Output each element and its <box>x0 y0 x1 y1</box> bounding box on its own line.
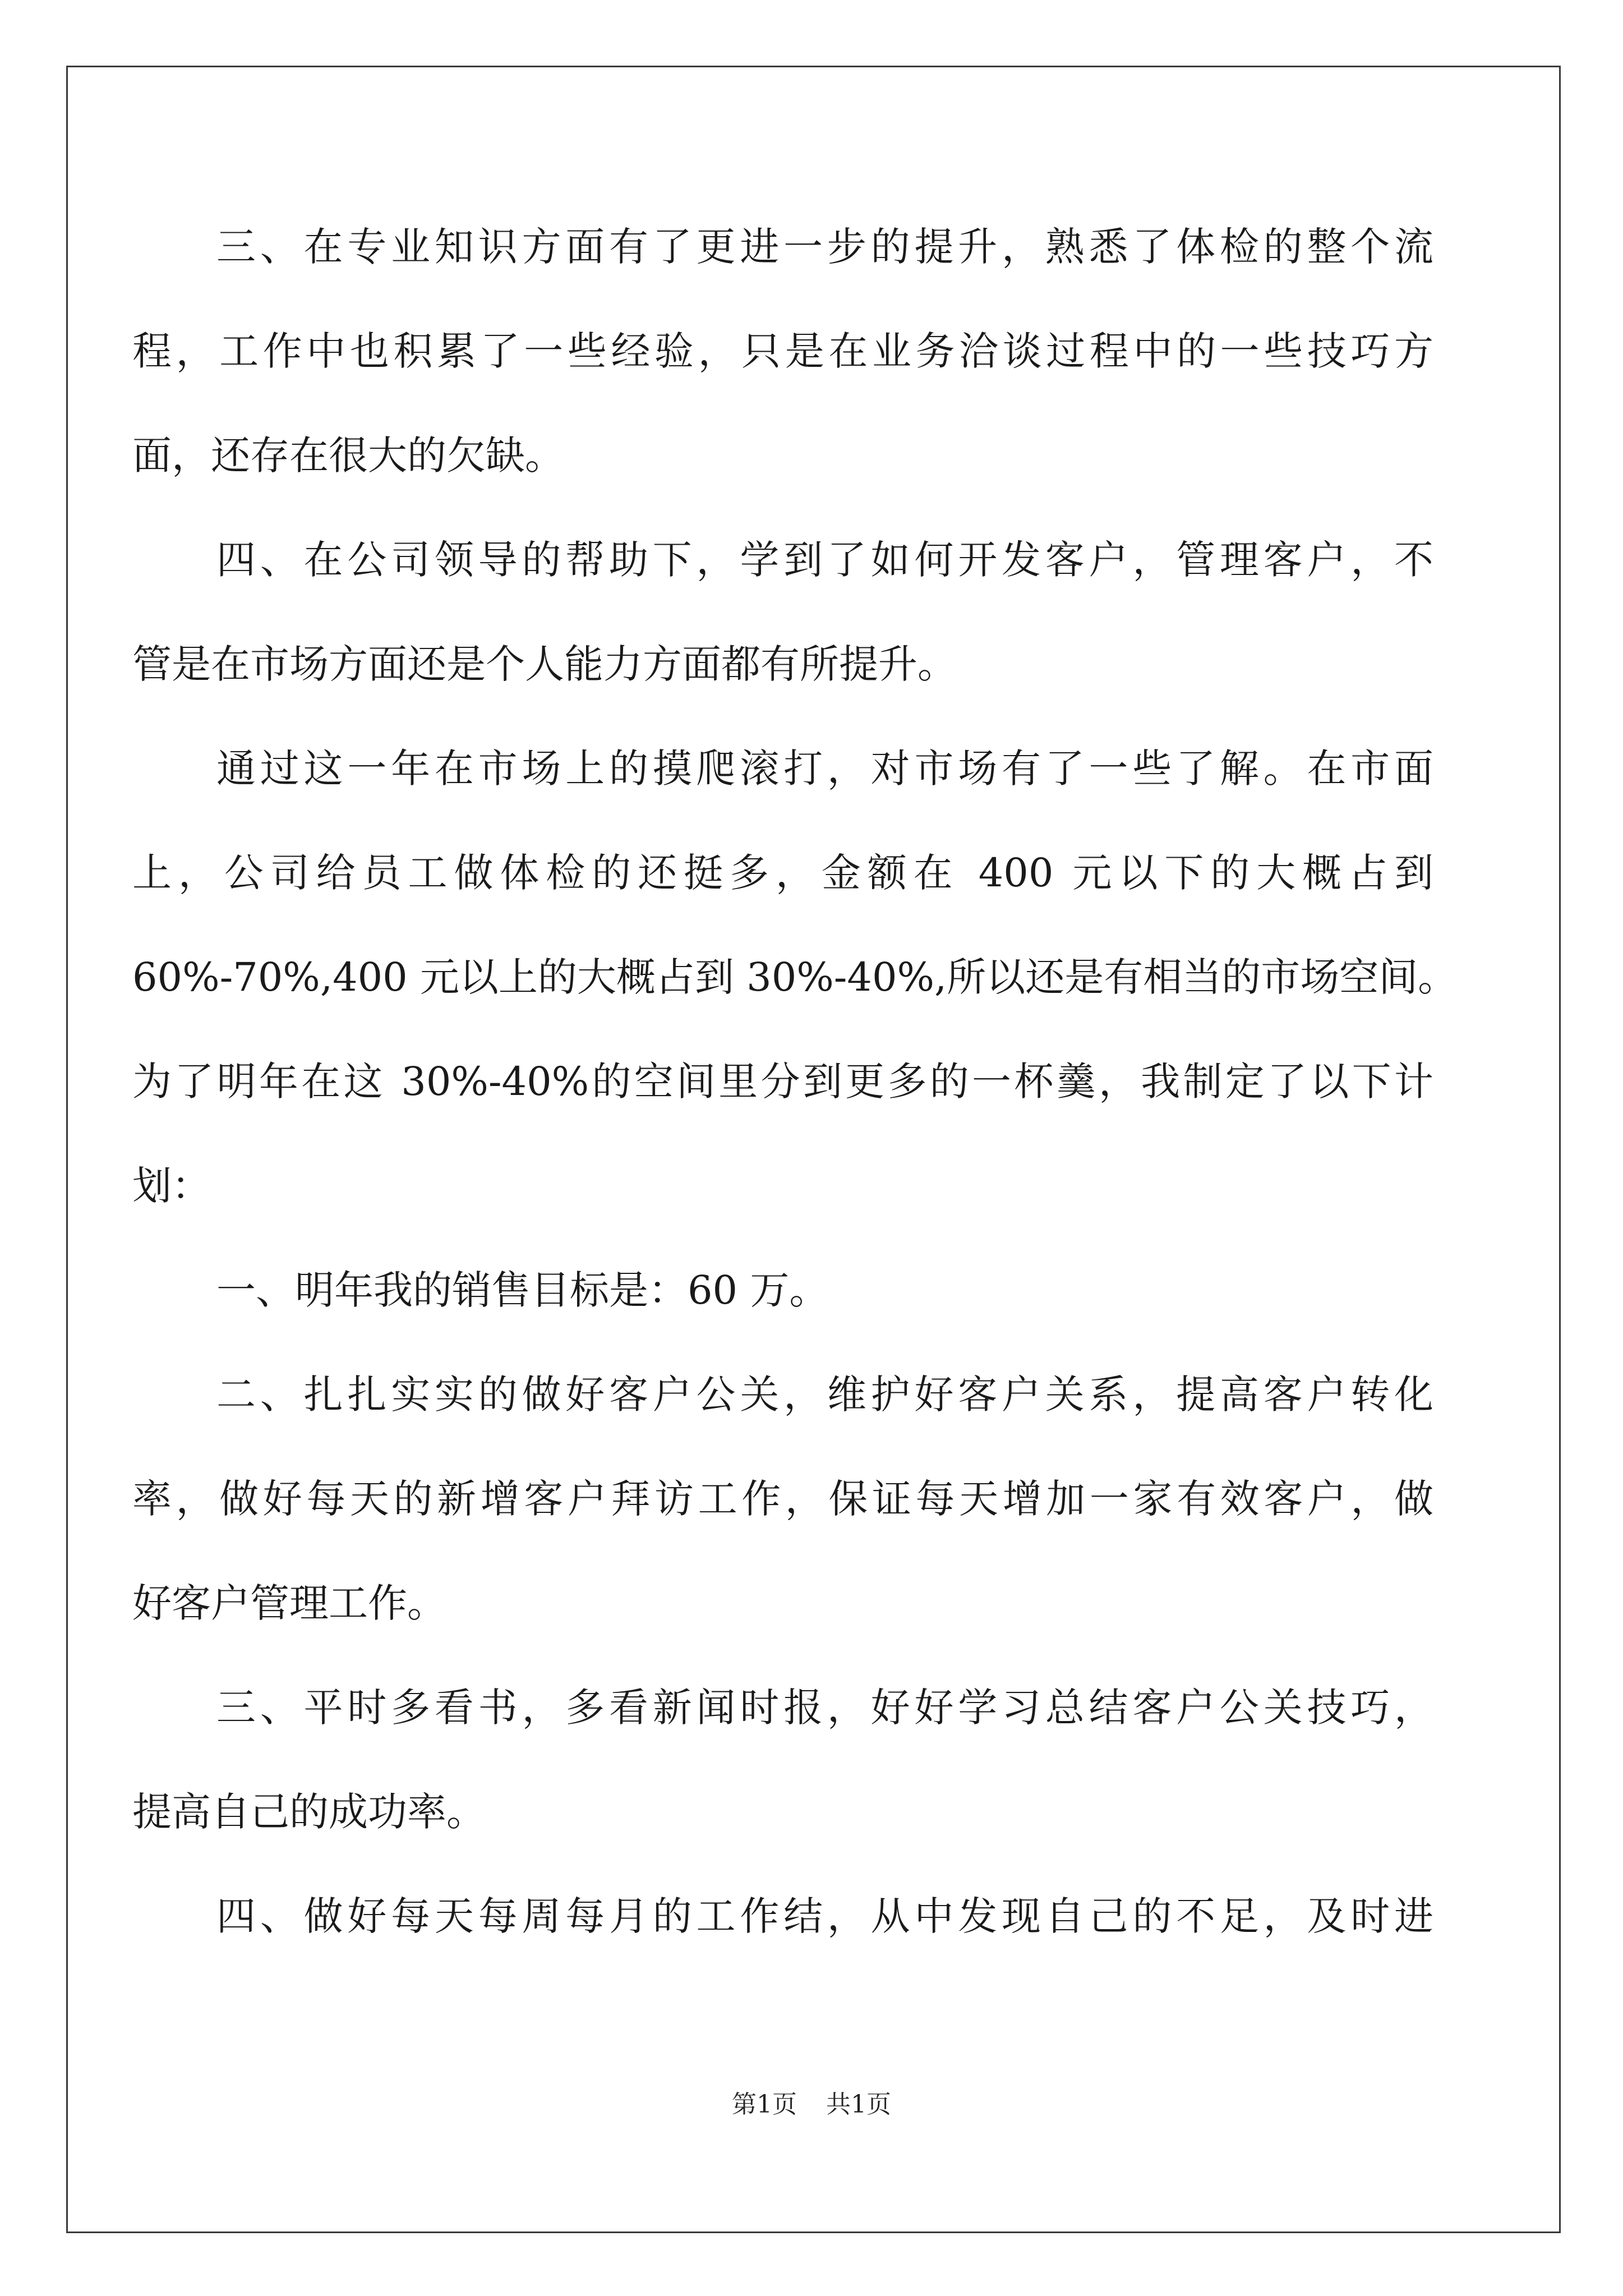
text-line: 四、在公司领导的帮助下，学到了如何开发客户，管理客户，不 <box>216 537 1433 583</box>
text-line: 为了明年在这 30%-40%的空间里分到更多的一杯羹，我制定了以下计 <box>132 1059 1433 1105</box>
page-number: 第1页 <box>732 2090 797 2119</box>
text-line: 面，还存在很大的欠缺。 <box>132 432 564 478</box>
text-line: 三、平时多看书，多看新闻时报，好好学习总结客户公关技巧， <box>216 1685 1433 1731</box>
text-line: 二、扎扎实实的做好客户公关，维护好客户关系，提高客户转化 <box>216 1372 1433 1418</box>
text-line: 好客户管理工作。 <box>132 1580 446 1626</box>
text-line: 管是在市场方面还是个人能力方面都有所提升。 <box>132 641 957 687</box>
text-line: 通过这一年在市场上的摸爬滚打，对市场有了一些了解。在市面 <box>216 746 1433 792</box>
text-line: 率，做好每天的新增客户拜访工作，保证每天增加一家有效客户，做 <box>132 1476 1433 1522</box>
text-line: 四、做好每天每周每月的工作结，从中发现自己的不足，及时进 <box>216 1893 1433 1939</box>
text-line: 提高自己的成功率。 <box>132 1789 486 1835</box>
text-line: 程，工作中也积累了一些经验，只是在业务洽谈过程中的一些技巧方 <box>132 328 1433 374</box>
page-footer <box>0 2088 1623 2122</box>
text-line: 上，公司给员工做体检的还挺多，金额在 400 元以下的大概占到 <box>132 850 1433 896</box>
text-line: 划： <box>132 1163 211 1209</box>
page-total: 共1页 <box>826 2090 891 2119</box>
text-line: 60%-70%,400 元以上的大概占到 30%-40%,所以还是有相当的市场空间。 <box>132 954 1458 1000</box>
text-line: 三、在专业知识方面有了更进一步的提升，熟悉了体检的整个流 <box>216 224 1433 270</box>
text-line: 一、明年我的销售目标是：60 万。 <box>216 1267 829 1313</box>
